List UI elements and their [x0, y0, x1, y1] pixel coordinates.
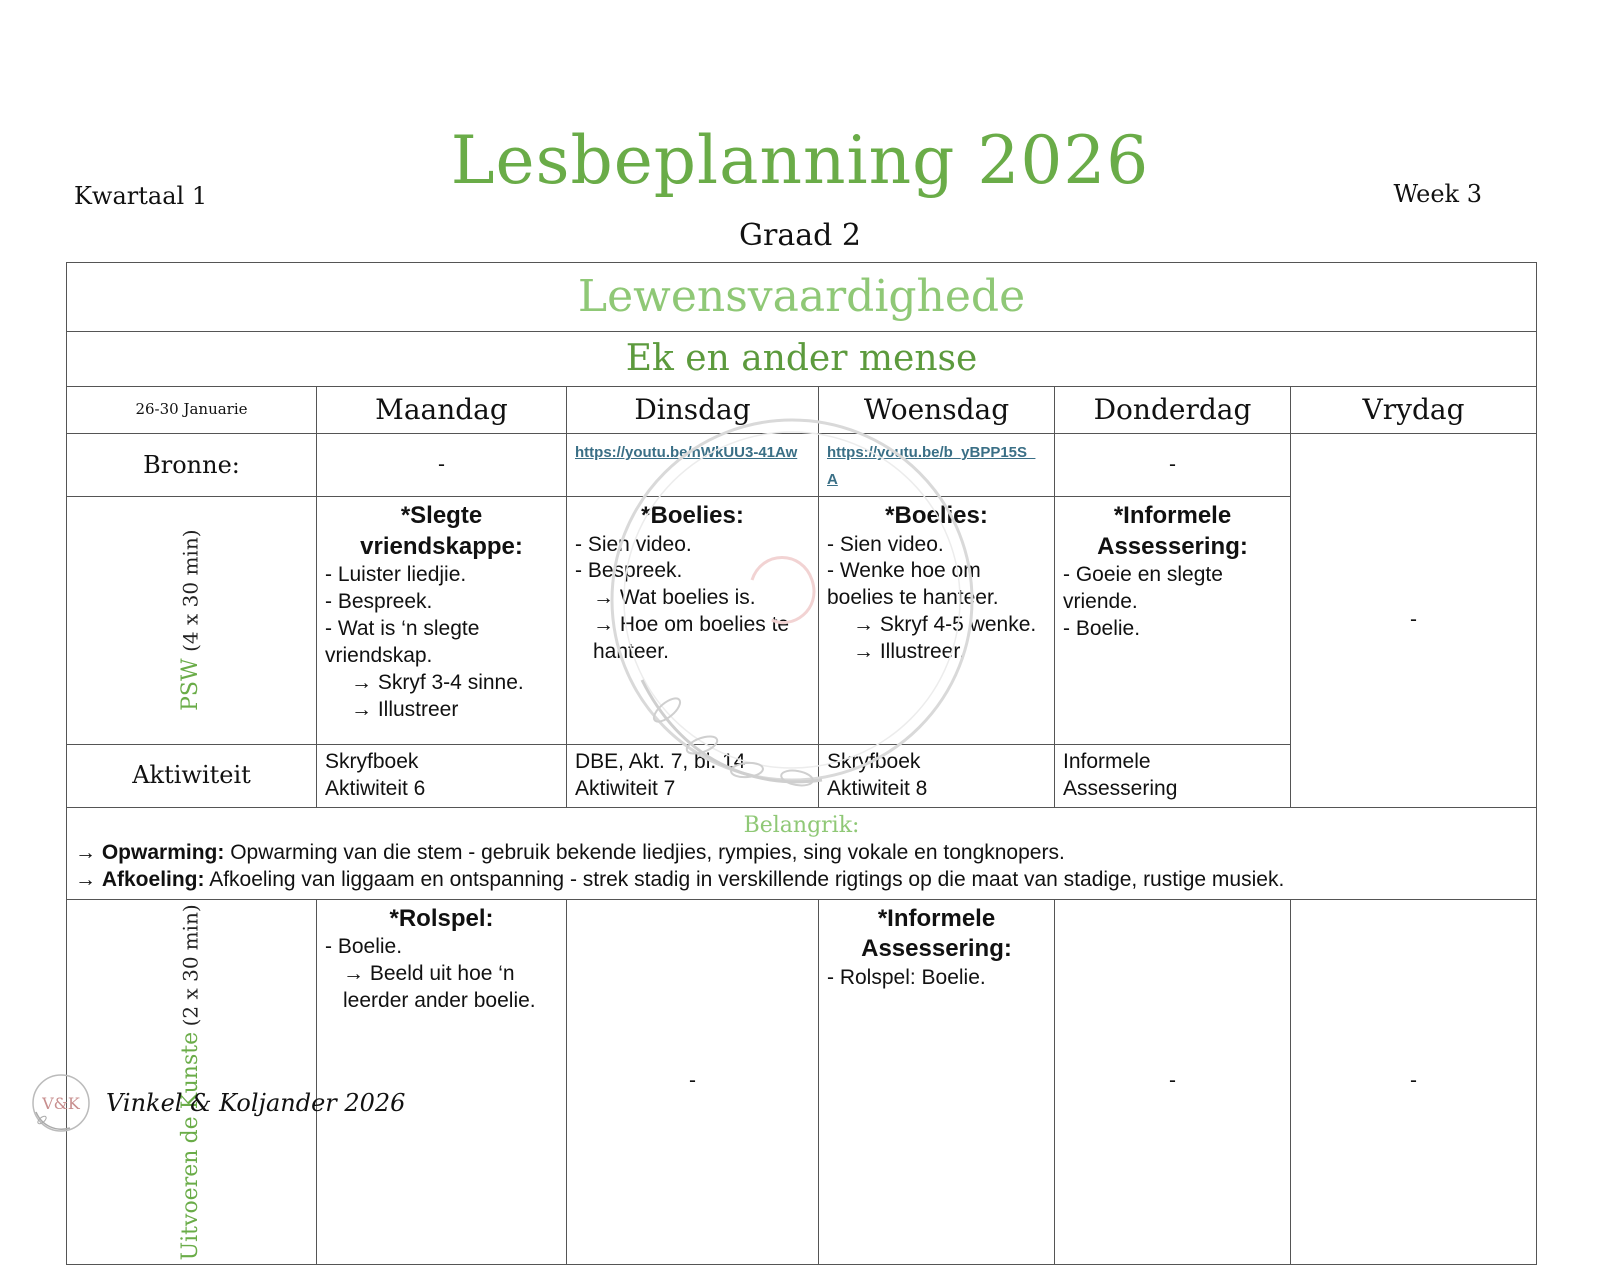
arts-tuesday: - [567, 899, 819, 1264]
list-item: - Bespreek. [575, 559, 683, 583]
activity-thursday [1055, 744, 1291, 807]
arrow-icon: → [75, 840, 96, 864]
activity-text: Informele [1063, 749, 1151, 773]
brand-logo-icon [28, 1070, 94, 1136]
list-item: - Goeie en slegte vriende. [1063, 563, 1223, 614]
day-header-row [67, 387, 1537, 434]
day-thursday: Donderdag [1055, 387, 1291, 434]
cooldown-text: Afkoeling van liggaam en ontspanning - strek stadig in verskillende rigtings op die maat van stadige, rustige musiek. [204, 867, 1285, 891]
theme-row [67, 332, 1537, 387]
theme-title: Ek en ander mense [67, 332, 1537, 387]
warmup-note [75, 840, 1528, 867]
list-item: - Luister liedjie. [325, 563, 467, 587]
activity-text: Skryfboek [325, 749, 419, 773]
activity-label: Aktiwiteit [67, 744, 317, 807]
psw-wednesday-heading: *Boelies: [885, 501, 988, 529]
cooldown-label: Afkoeling: [101, 867, 205, 891]
resources-monday: - [317, 434, 567, 497]
arts-duration-1: (2 x 30 [178, 955, 203, 1026]
activity-text: Aktiwiteit 6 [325, 776, 426, 800]
cooldown-note [75, 867, 1528, 894]
activity-text: Assessering [1063, 776, 1178, 800]
psw-friday: - [1291, 434, 1537, 808]
psw-wednesday [819, 496, 1055, 744]
psw-monday-heading: *Slegte vriendskappe: [360, 501, 523, 560]
activity-text: Aktiwiteit 8 [827, 776, 928, 800]
list-item: → Illustreer [351, 697, 459, 721]
activity-text: Skryfboek [827, 749, 921, 773]
psw-thursday-heading: *Informele Assessering: [1097, 501, 1248, 560]
footer [28, 1070, 405, 1136]
subject-title: Lewensvaardighede [67, 263, 1537, 332]
resources-thursday: - [1055, 434, 1291, 497]
brand-logo-letters: V&K [42, 1094, 80, 1113]
date-range: 26-30 Januarie [67, 387, 317, 434]
activity-text: DBE, Akt. 7, bl. 14 [575, 749, 746, 773]
list-item: → Wat boelies is. [593, 586, 756, 610]
activity-text: Aktiwiteit 7 [575, 776, 676, 800]
arts-duration-2: min) [178, 903, 203, 950]
list-item: → Beeld uit hoe ‘n leerder ander boelie. [343, 962, 536, 1013]
grade-label: Graad 2 [739, 218, 861, 253]
brand-name: Vinkel & Koljander 2026 [106, 1089, 406, 1117]
list-item: → Skryf 3-4 sinne. [351, 670, 524, 694]
list-item: → Illustreer. [853, 640, 966, 664]
list-item: - Sien video. [827, 532, 944, 556]
arts-monday-heading: *Rolspel: [389, 904, 494, 932]
arts-title-2: de Kunste [178, 1031, 204, 1144]
activity-monday [317, 744, 567, 807]
resources-row [67, 434, 1537, 497]
resources-wednesday [819, 434, 1055, 497]
list-item: - Wat is ‘n slegte vriendskap. [325, 617, 480, 667]
term-label: Kwartaal 1 [74, 182, 208, 210]
resources-tuesday [567, 434, 819, 497]
important-title: Belangrik: [743, 812, 860, 838]
day-friday: Vrydag [1291, 387, 1537, 434]
psw-title: PSW [178, 658, 204, 711]
page-title: Lesbeplanning 2026 [450, 122, 1150, 199]
important-row [67, 807, 1537, 899]
warmup-text: Opwarming van die stem - gebruik bekende liedjies, rympies, sing vokale en tongknopers. [224, 840, 1065, 864]
important-notes [67, 807, 1537, 899]
psw-duration: (4 x 30 min) [178, 529, 203, 653]
list-item: - Bespreek. [325, 590, 433, 614]
video-link-wednesday[interactable]: https://youtu.be/b_yBPP15S_A [827, 444, 1036, 488]
psw-thursday [1055, 496, 1291, 744]
warmup-label: Opwarming: [101, 840, 225, 864]
psw-label-cell [67, 496, 317, 744]
psw-tuesday-heading: *Boelies: [641, 501, 744, 529]
list-item: - Boelie. [1063, 617, 1141, 641]
list-item: → Hoe om boelies te hanteer. [593, 613, 790, 664]
list-item: - Boelie. [325, 935, 403, 959]
arrow-icon: → [75, 867, 96, 891]
psw-label [177, 530, 205, 711]
video-link-tuesday[interactable]: https://youtu.be/nWkUU3-41Aw [575, 444, 798, 462]
list-item: → Skryf 4-5 wenke. [853, 613, 1037, 637]
day-tuesday: Dinsdag [567, 387, 819, 434]
resources-label: Bronne: [67, 434, 317, 497]
week-label: Week 3 [1393, 180, 1482, 208]
arts-wednesday [819, 899, 1055, 1264]
psw-monday [317, 496, 567, 744]
arts-thursday: - [1055, 899, 1291, 1264]
subject-row [67, 263, 1537, 332]
arts-wednesday-heading: *Informele Assessering: [861, 904, 1012, 963]
list-item: - Wenke hoe om boelies te hanteer. [827, 559, 999, 610]
psw-tuesday [567, 496, 819, 744]
list-item: - Sien video. [575, 532, 692, 556]
activity-tuesday [567, 744, 819, 807]
activity-wednesday [819, 744, 1055, 807]
day-monday: Maandag [317, 387, 567, 434]
day-wednesday: Woensdag [819, 387, 1055, 434]
arts-title-1: Uitvoeren [178, 1149, 204, 1260]
arts-friday: - [1291, 899, 1537, 1264]
list-item: - Rolspel: Boelie. [827, 966, 986, 990]
